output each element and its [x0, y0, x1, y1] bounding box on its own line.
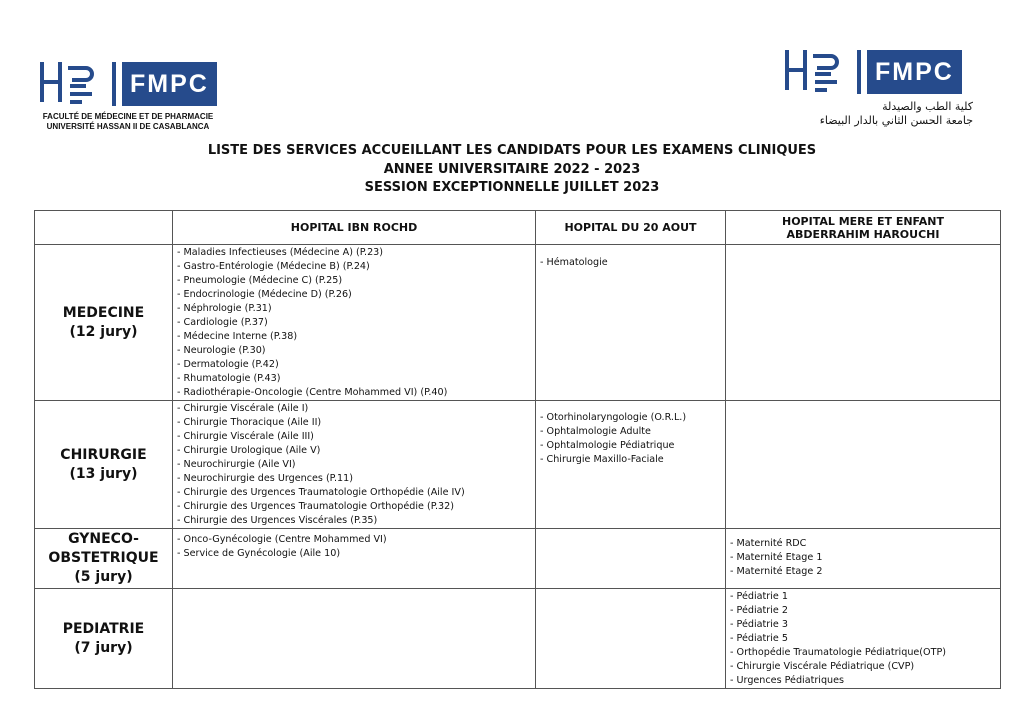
mere-enfant-cell [726, 401, 1001, 529]
category-cell [35, 529, 173, 589]
fmpc-wordmark: FMPC [867, 50, 962, 94]
title-line-1: LISTE DES SERVICES ACCUEILLANT LES CANDIDATS POUR LES EXAMENS CLINIQUES [207, 143, 817, 158]
ibn-rochd-cell [173, 401, 536, 529]
category-cell [35, 401, 173, 529]
header-empty [35, 211, 173, 245]
service-item: - Urgences Pédiatriques [730, 674, 1000, 688]
service-list [726, 529, 1000, 579]
table-row [35, 529, 1001, 589]
faculty-emblem-icon [38, 60, 108, 108]
category-cell [35, 589, 173, 689]
service-item: - Dermatologie (P.42) [177, 358, 535, 372]
vingt-aout-cell [536, 401, 726, 529]
title-line-3: SESSION EXCEPTIONNELLE JUILLET 2023 [364, 180, 660, 195]
faculty-name-line1: FACULTÉ DE MÉDECINE ET DE PHARMACIE [42, 112, 214, 121]
service-item: - Neurochirurgie des Urgences (P.11) [177, 472, 535, 486]
header-mere-enfant-line1: HOPITAL MERE ET ENFANT [781, 214, 945, 228]
service-item: - Pédiatrie 2 [730, 604, 1000, 618]
ibn-rochd-cell [173, 529, 536, 589]
service-item: - Maladies Infectieuses (Médecine A) (P.23) [177, 246, 535, 260]
fmpc-logo-left [38, 60, 238, 132]
service-item: - Chirurgie Thoracique (Aile II) [177, 416, 535, 430]
faculty-name-arabic-line1: كلية الطب والصيدلة [882, 100, 973, 113]
service-item: - Pédiatrie 5 [730, 632, 1000, 646]
service-item: - Onco-Gynécologie (Centre Mohammed VI) [177, 533, 535, 547]
category-name: GYNECO- [68, 531, 139, 547]
service-item: - Endocrinologie (Médecine D) (P.26) [177, 288, 535, 302]
ibn-rochd-cell [173, 245, 536, 401]
faculty-name-arabic-line2: جامعة الحسن الثاني بالدار البيضاء [819, 114, 973, 127]
header-mere-enfant [726, 211, 1001, 245]
service-item: - Otorhinolaryngologie (O.R.L.) [540, 411, 725, 425]
service-item: - Chirurgie Viscérale (Aile III) [177, 430, 535, 444]
logo-divider [112, 62, 116, 106]
service-list [536, 245, 725, 270]
service-list [173, 529, 535, 561]
service-item: - Chirurgie Maxillo-Faciale [540, 453, 725, 467]
category-cell [35, 245, 173, 401]
vingt-aout-cell [536, 589, 726, 689]
fmpc-logo-right [783, 48, 983, 128]
category-jury: (5 jury) [74, 569, 133, 585]
service-list [726, 245, 1000, 246]
category-jury: (12 jury) [69, 323, 138, 340]
mere-enfant-cell [726, 529, 1001, 589]
service-item: - Pneumologie (Médecine C) (P.25) [177, 274, 535, 288]
faculty-emblem-icon [783, 48, 853, 96]
header-ibn-rochd: HOPITAL IBN ROCHD [173, 211, 536, 245]
service-list [726, 401, 1000, 402]
header-mere-enfant-line2: ABDERRAHIM HAROUCHI [786, 227, 940, 241]
table-row [35, 245, 1001, 401]
service-item: - Rhumatologie (P.43) [177, 372, 535, 386]
category-name: CHIRURGIE [60, 446, 147, 463]
service-item: - Neurochirurgie (Aile VI) [177, 458, 535, 472]
document-title [0, 142, 1024, 198]
service-item: - Radiothérapie-Oncologie (Centre Mohammed VI) (P.40) [177, 386, 535, 400]
fmpc-wordmark: FMPC [122, 62, 217, 106]
service-item: - Pédiatrie 3 [730, 618, 1000, 632]
service-list [173, 401, 535, 528]
ibn-rochd-cell [173, 589, 536, 689]
category-jury: (7 jury) [74, 639, 133, 656]
service-item: - Chirurgie des Urgences Viscérales (P.35) [177, 514, 535, 528]
service-item: - Gastro-Entérologie (Médecine B) (P.24) [177, 260, 535, 274]
service-item: - Ophtalmologie Adulte [540, 425, 725, 439]
category-name-2: OBSTETRIQUE [48, 550, 159, 566]
service-item: - Chirurgie Urologique (Aile V) [177, 444, 535, 458]
service-item: - Ophtalmologie Pédiatrique [540, 439, 725, 453]
mere-enfant-cell [726, 589, 1001, 689]
table-header-row [35, 211, 1001, 245]
service-item: - Chirurgie Viscérale (Aile I) [177, 402, 535, 416]
table-row [35, 401, 1001, 529]
service-list [173, 245, 535, 400]
category-name: MEDECINE [62, 304, 145, 321]
service-item: - Chirurgie des Urgences Traumatologie Orthopédie (P.32) [177, 500, 535, 514]
service-list [536, 589, 725, 590]
service-item: - Hématologie [540, 256, 725, 270]
service-item: - Chirurgie des Urgences Traumatologie Orthopédie (Aile IV) [177, 486, 535, 500]
service-item: - Maternité RDC [730, 537, 1000, 551]
service-list [536, 401, 725, 467]
mere-enfant-cell [726, 245, 1001, 401]
service-item: - Pédiatrie 1 [730, 590, 1000, 604]
service-item: - Médecine Interne (P.38) [177, 330, 535, 344]
service-item: - Service de Gynécologie (Aile 10) [177, 547, 535, 561]
logo-divider [857, 50, 861, 94]
faculty-name [38, 112, 218, 132]
service-list [726, 589, 1000, 688]
service-list [536, 529, 725, 530]
service-item: - Orthopédie Traumatologie Pédiatrique(OTP) [730, 646, 1000, 660]
service-item: - Cardiologie (P.37) [177, 316, 535, 330]
faculty-name-line2: UNIVERSITÉ HASSAN II DE CASABLANCA [46, 122, 210, 131]
service-item: - Neurologie (P.30) [177, 344, 535, 358]
faculty-name-arabic [783, 100, 973, 128]
service-item: - Néphrologie (P.31) [177, 302, 535, 316]
service-item: - Maternité Etage 2 [730, 565, 1000, 579]
services-table [34, 210, 1001, 689]
service-list [173, 589, 535, 590]
vingt-aout-cell [536, 529, 726, 589]
category-jury: (13 jury) [69, 465, 138, 482]
title-line-2: ANNEE UNIVERSITAIRE 2022 - 2023 [383, 161, 641, 177]
service-item: - Maternité Etage 1 [730, 551, 1000, 565]
table-row [35, 589, 1001, 689]
category-name: PEDIATRIE [62, 620, 145, 637]
header-20-aout: HOPITAL DU 20 AOUT [536, 211, 726, 245]
service-item: - Chirurgie Viscérale Pédiatrique (CVP) [730, 660, 1000, 674]
vingt-aout-cell [536, 245, 726, 401]
